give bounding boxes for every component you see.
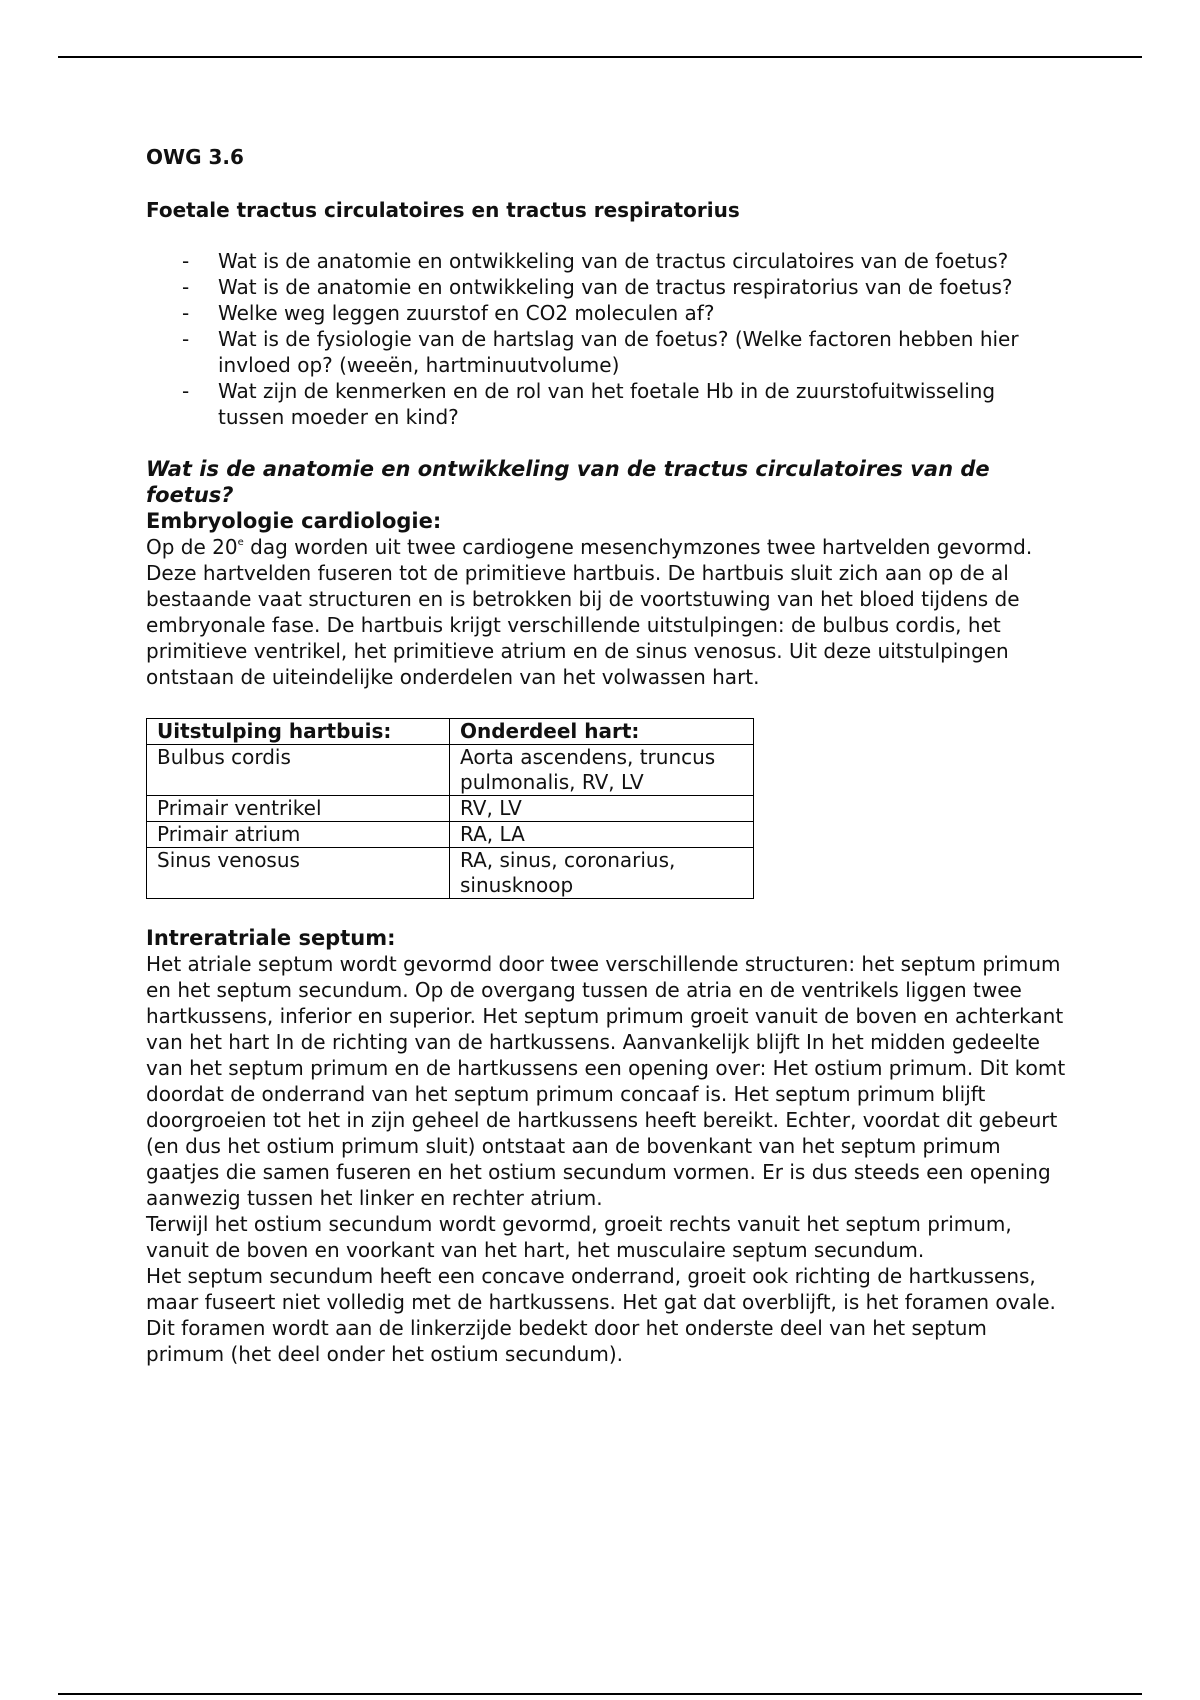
paragraph-septum-3: Het septum secundum heeft een concave onderrand, groeit ook richting de hartkussens, maar fuseert niet volledig met de hartkussens. Het gat dat overblijft, is het foramen ovale. Dit foramen wordt aan de linkerzijde bedekt door het onderste deel van het septum primum (het deel onder het ostium secundum).	[146, 1264, 1056, 1366]
paragraph-septum-1: Het atriale septum wordt gevormd door twee verschillende structuren: het septum primum en het septum secundum. Op de overgang tussen de atria en de ventrikels liggen twee hartkussens, inferior en superior. Het septum primum groeit vanuit de boven en achterkant van het hart In de richting van de hartkussens. Aanvankelijk blijft In het midden gedeelte van het septum primum en de hartkussens een opening over: Het ostium primum. Dit komt doordat de onderrand van het septum primum concaaf is. Het septum primum blijft doorgroeien tot het in zijn geheel de hartkussens heeft bereikt. Echter, voordat dit gebeurt (en dus het ostium primum sluit) ontstaat aan de bovenkant van het septum primum gaatjes die samen fuseren en het ostium secundum vormen. Er is dus steeds een opening aanwezig tussen het linker en rechter atrium.	[146, 952, 1066, 1210]
paragraph-start: Op de 20	[146, 535, 238, 559]
table-cell: Aorta ascendens, truncus pulmonalis, RV, LV	[450, 745, 754, 796]
list-item: - Wat is de fysiologie van de hartslag van de foetus? (Welke factoren hebben hier invloed op? (weeën, hartminuutvolume)	[146, 326, 1066, 378]
table-row	[147, 745, 754, 796]
paragraph-septum-2: Terwijl het ostium secundum wordt gevormd, groeit rechts vanuit het septum primum, vanuit de boven en voorkant van het hart, het musculaire septum secundum.	[146, 1212, 1012, 1262]
column-header: Uitstulping hartbuis:	[147, 719, 450, 745]
table-cell: Bulbus cordis	[147, 745, 450, 796]
header-rule	[58, 56, 1142, 58]
list-item: - Welke weg leggen zuurstof en CO2 moleculen af?	[146, 300, 1066, 326]
table-cell: RV, LV	[450, 796, 754, 822]
learning-questions-list	[146, 248, 1066, 430]
table-row	[147, 822, 754, 848]
document-title: Foetale tractus circulatoires en tractus respiratorius	[146, 198, 740, 222]
table-cell: Primair ventrikel	[147, 796, 450, 822]
table-cell: RA, sinus, coronarius, sinusknoop	[450, 848, 754, 899]
footer-rule	[58, 1693, 1142, 1695]
document-body	[146, 142, 1066, 1367]
table-cell: RA, LA	[450, 822, 754, 848]
table-cell: Primair atrium	[147, 822, 450, 848]
paragraph-embryologie	[146, 534, 1066, 690]
subheading-embryologie: Embryologie cardiologie:	[146, 509, 442, 533]
list-item: - Wat zijn de kenmerken en de rol van het foetale Hb in de zuurstofuitwisseling tussen moeder en kind?	[146, 378, 1066, 430]
table-row	[147, 848, 754, 899]
paragraph-rest: dag worden uit twee cardiogene mesenchymzones twee hartvelden gevormd. Deze hartvelden fuseren tot de primitieve hartbuis. De hartbuis sluit zich aan op de al bestaande vaat structuren en is betrokken bij de voortstuwing van het bloed tijdens de embryonale fase. De hartbuis krijgt verschillende uitstulpingen: de bulbus cordis, het primitieve ventrikel, het primitieve atrium en de sinus venosus. Uit deze uitstulpingen ontstaan de uiteindelijke onderdelen van het volwassen hart.	[146, 535, 1033, 689]
table-header-row	[147, 719, 754, 745]
column-header: Onderdeel hart:	[450, 719, 754, 745]
list-item: - Wat is de anatomie en ontwikkeling van de tractus circulatoires van de foetus?	[146, 248, 1066, 274]
table-row	[147, 796, 754, 822]
ordinal-superscript: e	[237, 537, 244, 548]
table-cell: Sinus venosus	[147, 848, 450, 899]
document-code: OWG 3.6	[146, 145, 244, 169]
section-question-heading: Wat is de anatomie en ontwikkeling van de tractus circulatoires van de foetus?	[146, 457, 990, 507]
subheading-septum: Intreratriale septum:	[146, 926, 396, 950]
list-item: - Wat is de anatomie en ontwikkeling van de tractus respiratorius van de foetus?	[146, 274, 1066, 300]
heart-parts-table	[146, 718, 754, 899]
